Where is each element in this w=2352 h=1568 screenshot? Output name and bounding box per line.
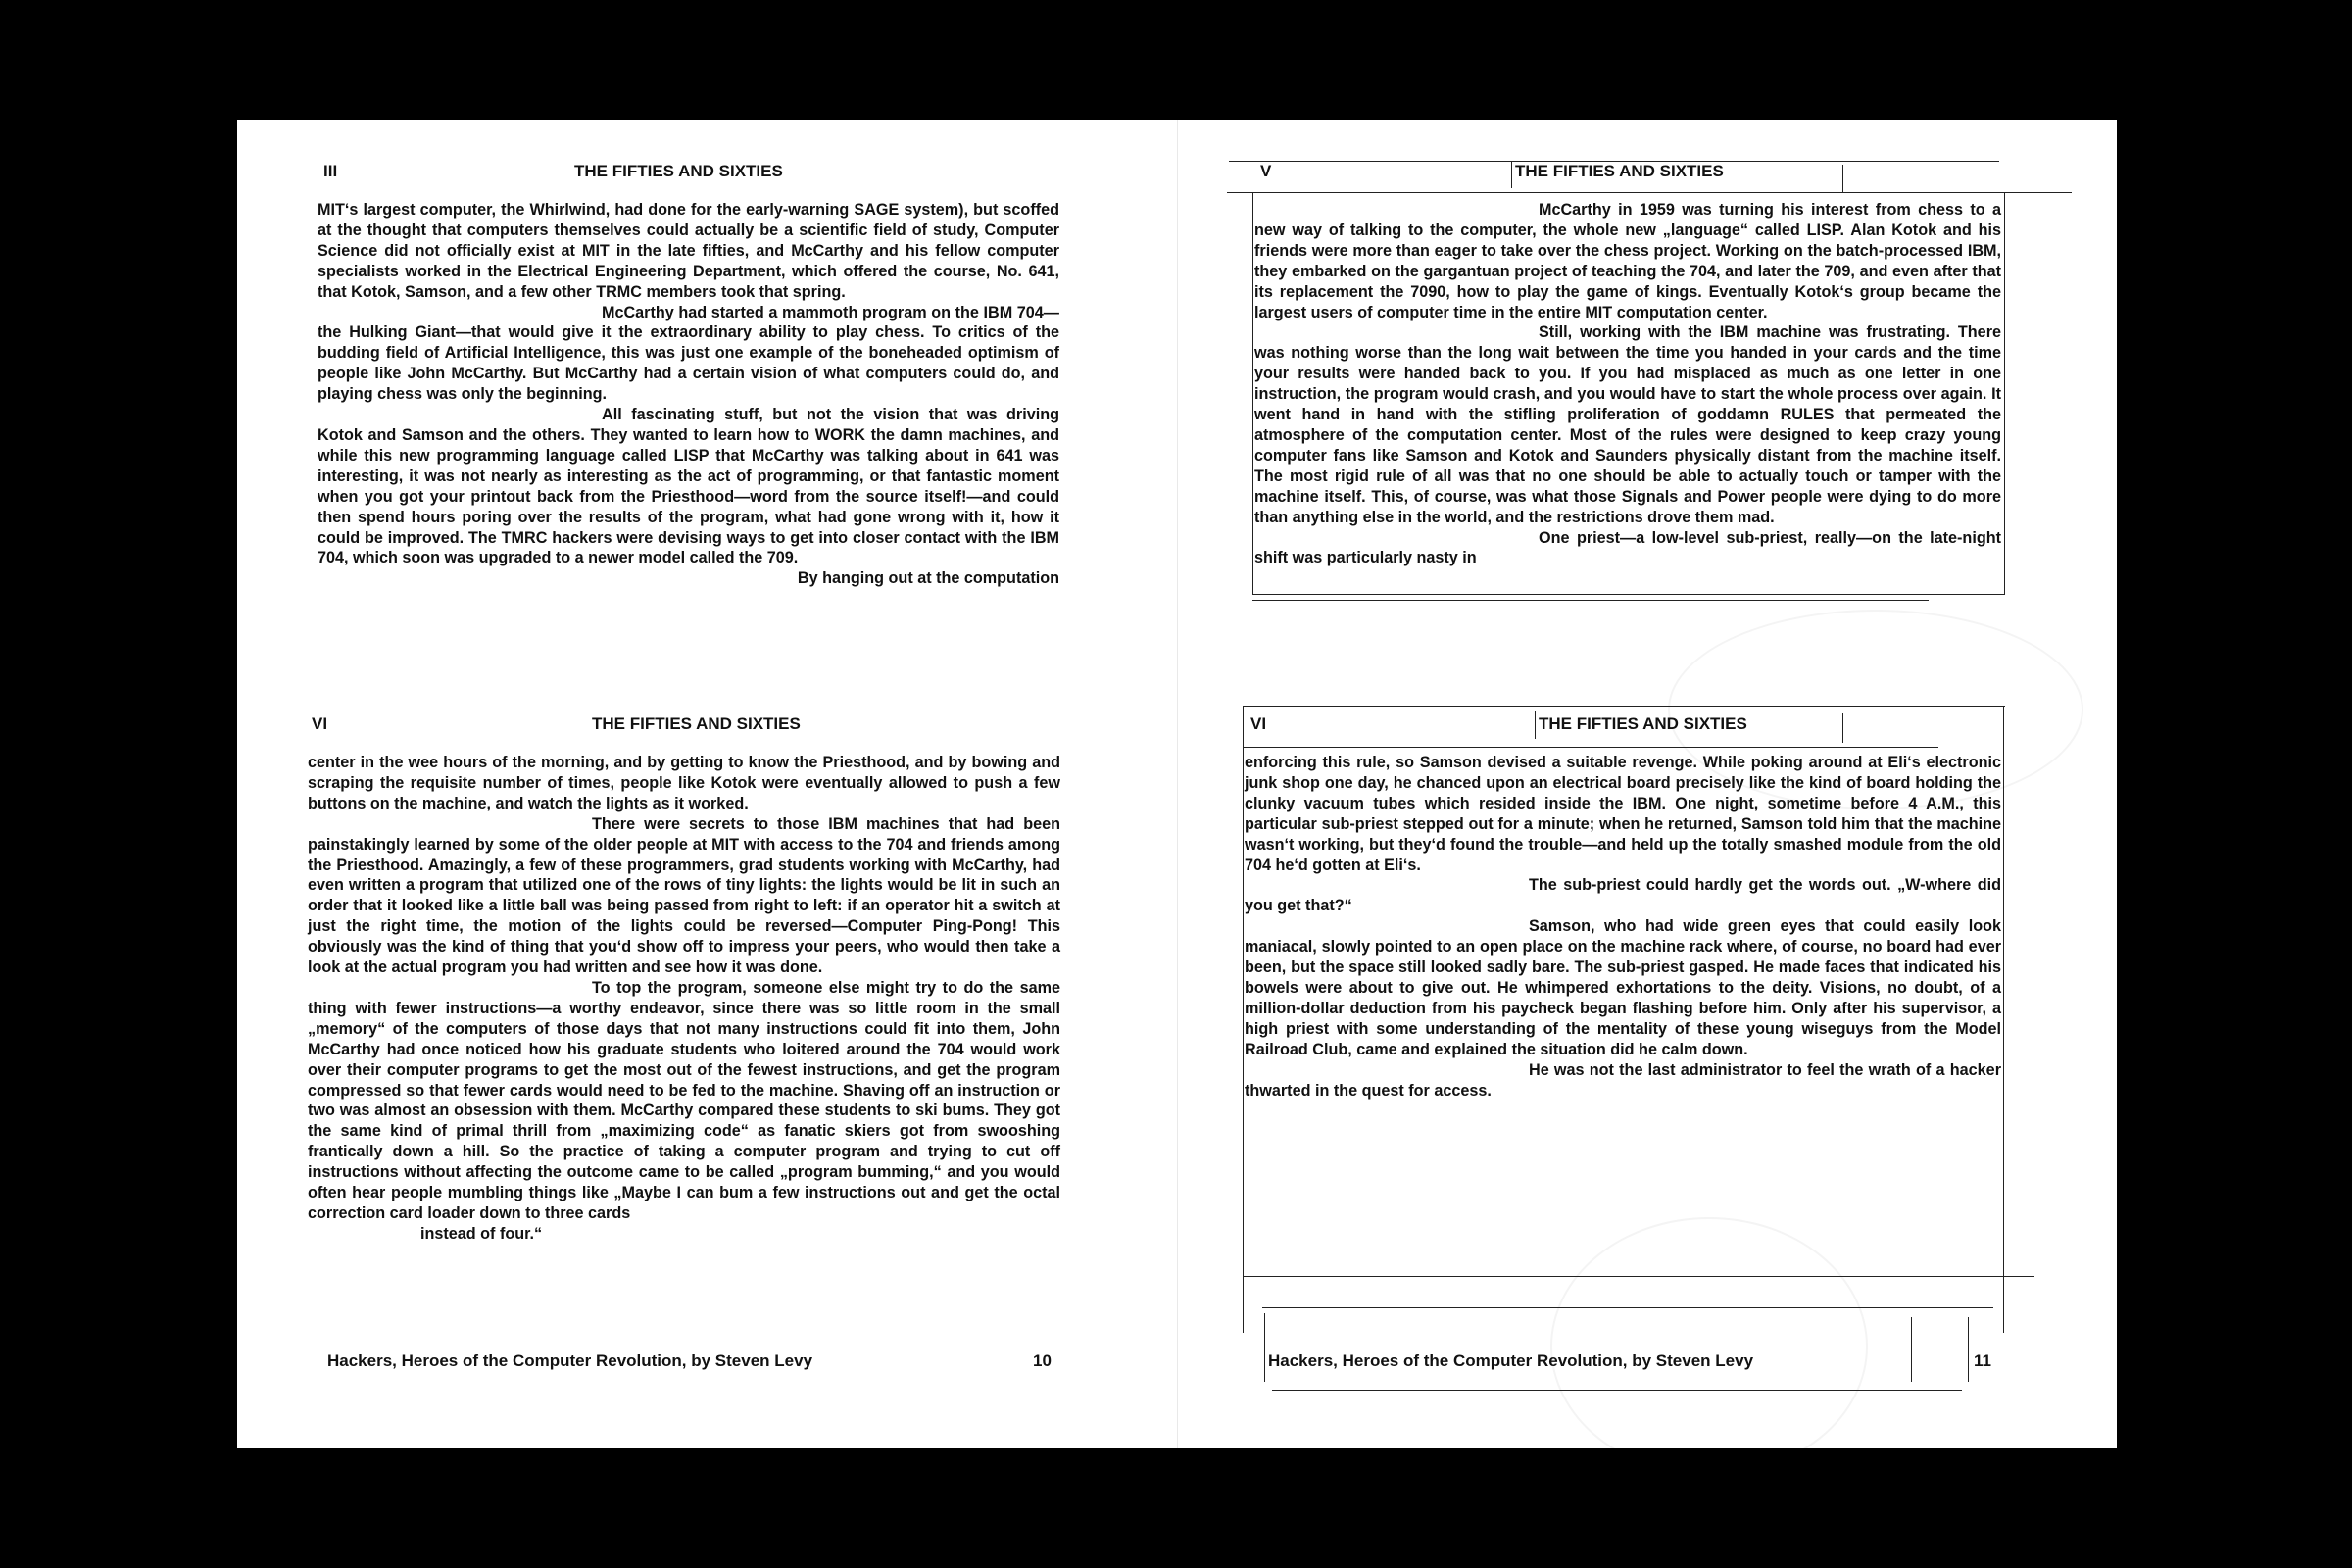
section-header (1254, 161, 2001, 182)
section-header (308, 713, 1060, 735)
paragraph: MIT‘s largest computer, the Whirlwind, had done for the early-warning SAGE system), but scoffed at the thought that computers themselves could actually be a scientific field of study, Computer Science did not officially exist at MIT in the late fifties, and McCarthy and his fellow computer specialists worked in the Electrical Engineering Department, which offered the course, No. 641, that Kotok, Samson, and a few other TRMC members took that spring. (318, 201, 1059, 301)
paragraph: enforcing this rule, so Samson devised a suitable revenge. While poking around at Eli‘s electronic junk shop one day, he chanced upon an electrical board precisely like the kind of board holding the clunky vacuum tubes which resided inside the IBM. One night, sometime before 4 A.M., this particular sub-priest stepped out for a minute; when he returned, Samson told him that the machine wasn‘t working, but they‘d found the trouble—and held up the totally smashed module from the old 704 he‘d gotten at Eli‘s. (1245, 754, 2001, 874)
frame-line (1252, 600, 1929, 601)
section-vi (308, 713, 1060, 1245)
page-number: 11 (1974, 1351, 1991, 1370)
frame-line (1272, 1390, 1962, 1391)
paragraph: All fascinating stuff, but not the vision that was driving Kotok and Samson and the others. They wanted to learn how to WORK the damn machines, and while this new programming language called LISP that McCarthy was talking about in 641 was interesting, it was not nearly as interesting as the act of programming, or that fantastic moment when you got your printout back from the Priesthood—word from the source itself!—and could then spend hours poring over the results of the program, what had gone wrong with it, how it could be improved. The TMRC hackers were devising ways to get into closer contact with the IBM 704, which soon was upgraded to a newer model called the 709. (318, 406, 1059, 567)
section-number: VI (312, 714, 328, 733)
left-page (237, 120, 1178, 1448)
section-title: THE FIFTIES AND SIXTIES (1539, 714, 1747, 733)
frame-line (1262, 1307, 1993, 1308)
right-page (1178, 120, 2117, 1448)
paragraph: instead of four.“ (420, 1224, 543, 1243)
section-header (1245, 713, 2001, 735)
section-v (1254, 161, 2001, 568)
section-title: THE FIFTIES AND SIXTIES (1515, 162, 1724, 180)
frame-line (1243, 706, 2005, 707)
footer-title: Hackers, Heroes of the Computer Revolution, by Steven Levy (1268, 1351, 1754, 1370)
section-body (1245, 753, 2001, 1101)
paragraph: One priest—a low-level sub-priest, really—on the late-night shift was particularly nasty in (1254, 528, 2001, 567)
frame-line (1243, 706, 1244, 1333)
paragraph: He was not the last administrator to feel the wrath of a hacker thwarted in the quest for access. (1245, 1060, 2001, 1100)
section-title: THE FIFTIES AND SIXTIES (574, 162, 783, 180)
section-iii (318, 161, 1059, 589)
section-vi-right (1245, 713, 2001, 1101)
section-body (318, 200, 1059, 589)
frame-line (1243, 1276, 2034, 1277)
paragraph: By hanging out at the computation (797, 569, 1059, 588)
section-title: THE FIFTIES AND SIXTIES (592, 714, 801, 733)
page-number: 10 (1033, 1351, 1052, 1370)
paragraph: McCarthy in 1959 was turning his interest from chess to a new way of talking to the computer, the whole new „language“ called LISP. Alan Kotok and his friends were more than eager to take over the chess project. Working on the batch-processed IBM, they embarked on the gargantuan project of teaching the 704, and later the 709, and even after that its replacement the 7090, how to play the game of kings. Eventually Kotok‘s group became the largest users of computer time in the entire MIT computation center. (1254, 201, 2001, 321)
paragraph: center in the wee hours of the morning, and by getting to know the Priesthood, and by bowing and scraping the requisite number of times, people like Kotok were eventually allowed to push a few buttons on the machine, and watch the lights as it worked. (308, 754, 1060, 812)
section-body (308, 753, 1060, 1245)
footer-title: Hackers, Heroes of the Computer Revolution, by Steven Levy (327, 1351, 813, 1370)
paragraph: McCarthy had started a mammoth program on the IBM 704—the Hulking Giant—that would give it the extraordinary ability to play chess. To critics of the budding field of Artificial Intelligence, this was just one example of the boneheaded optimism of people like John McCarthy. But McCarthy had a certain vision of what computers could do, and playing chess was only the beginning. (318, 303, 1059, 404)
frame-line (1264, 1313, 1265, 1382)
section-header (318, 161, 1059, 182)
paragraph: The sub-priest could hardly get the words out. „W-where did you get that?“ (1245, 876, 2001, 915)
paragraph: There were secrets to those IBM machines that had been painstakingly learned by some of the older people at MIT with access to the 704 and friends among the Priesthood. Amazingly, a few of these programmers, grad students working with McCarthy, had even written a program that utilized one of the rows of tiny lights: the lights would be lit in such an order that it looked like a little ball was being passed from right to left: if an operator hit a switch at just the right time, the motion of the lights could be reversed—Computer Ping-Pong! This obviously was the kind of thing that you‘d show off to impress your peers, who would then take a look at the actual program you had written and see how it was done. (308, 814, 1060, 977)
section-number: V (1260, 162, 1272, 180)
ghost-mark (1550, 1217, 1868, 1448)
section-body (1254, 200, 2001, 568)
frame-line (2003, 706, 2004, 1333)
frame-line (1968, 1317, 1969, 1382)
frame-line (1911, 1317, 1912, 1382)
paragraph: Samson, who had wide green eyes that could easily look maniacal, slowly pointed to an open place on the machine rack where, of course, no board had ever been, but the space still looked sadly bare. The sub-priest gasped. He made faces that indicated his bowels were about to give out. He whimpered exhortations to the deity. Visions, no doubt, of a million-dollar deduction from his paycheck began flashing before him. Only after his supervisor, a high priest with some understanding of the mentality of these young wiseguys from the Model Railroad Club, came and explained the situation did he calm down. (1245, 917, 2001, 1058)
section-number: III (323, 162, 338, 180)
section-number: VI (1250, 714, 1267, 733)
paragraph: To top the program, someone else might try to do the same thing with fewer instructions—a worthy endeavor, since there was so little room in the small „memory“ of the computers of those days that not many instructions could fit into them, John McCarthy had once noticed how his graduate students who loitered around the 704 would work over their computer programs to get the most out of the fewest instructions, and get the program compressed so that fewer cards would need to be fed to the machine. Shaving off an instruction or two was almost an obsession with them. McCarthy compared these students to ski bums. They got the same kind of primal thrill from „maximizing code“ as fanatic skiers got from swooshing frantically down a hill. So the practice of taking a computer program and trying to cut off instructions without affecting the outcome came to be called „program bumming,“ and you would often hear people mumbling things like „Maybe I can bum a few instructions out and get the octal correction card loader down to three cards (308, 978, 1060, 1222)
paragraph: Still, working with the IBM machine was frustrating. There was nothing worse than the long wait between the time you handed in your cards and the time your results were handed back to you. If you had misplaced as much as one letter in one instruction, the program would crash, and you would have to start the whole process over again. It went hand in hand with the stifling proliferation of goddamn RULES that permeated the atmosphere of the computation center. Most of the rules were designed to keep crazy young computer fans like Samson and Kotok and Saunders physically distant from the machine itself. The most rigid rule of all was that no one should be able to actually touch or tamper with the machine itself. This, of course, was what those Signals and Power people were dying to do more than anything else in the world, and the restrictions drove them mad. (1254, 323, 2001, 526)
